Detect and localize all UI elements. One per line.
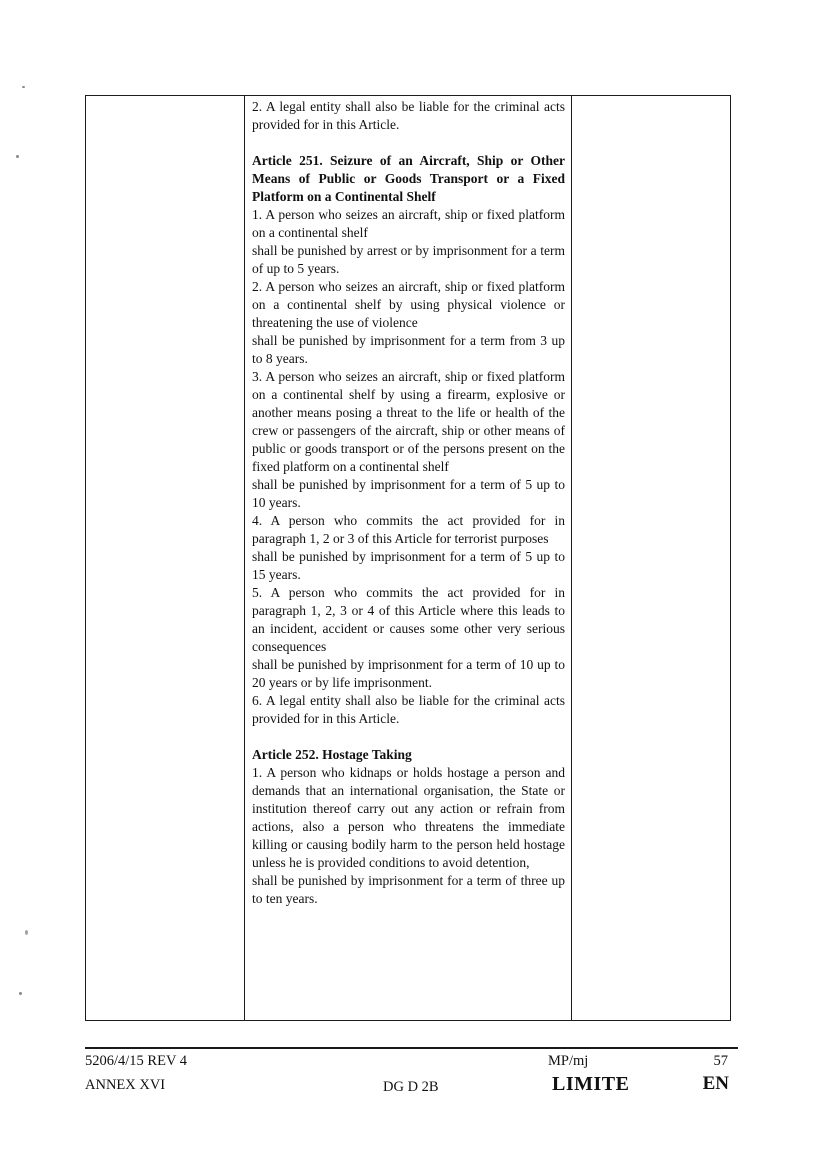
paragraph: 6. A legal entity shall also be liable for the criminal acts provided for in this Article. [252,693,565,726]
footer-divider [85,1047,738,1049]
paragraph: 1. A person who seizes an aircraft, ship or fixed platform on a continental shelf [252,207,565,240]
table-left-column-empty [86,96,245,1020]
paragraph: shall be punished by imprisonment for a term of 5 up to 10 years. [252,477,565,510]
paragraph: shall be punished by imprisonment for a term of 5 up to 15 years. [252,549,565,582]
article-heading: Article 252. Hostage Taking [252,747,412,762]
paragraph: 2. A legal entity shall also be liable for the criminal acts provided for in this Article. [252,99,565,132]
paragraph: 2. A person who seizes an aircraft, ship or fixed platform on a continental shelf by using physical violence or threatening the use of violence [252,279,565,330]
paragraph: 5. A person who commits the act provided for in paragraph 1, 2, 3 or 4 of this Article where this leads to an incident, accident or causes some other very serious consequences [252,585,565,654]
annex-label: ANNEX XVI [85,1077,166,1093]
paragraph: 3. A person who seizes an aircraft, ship or fixed platform on a continental shelf by using a firearm, explosive or another means posing a threat to the life or health of the crew or passengers of the aircraft, ship or other means of public or goods transport or of the persons present on the fixed platform on a continental shelf [252,369,565,474]
table-right-column-empty [571,96,730,1020]
directorate-label: DG D 2B [383,1079,439,1095]
paragraph: 1. A person who kidnaps or holds hostage a person and demands that an international organisation, the State or institution thereof carry out any action or refrain from actions, also a person who threatens the immediate killing or causing bodily harm to the person held hostage unless he is provided conditions to avoid detention, [252,765,565,870]
scan-artifact [16,155,19,158]
blank-line [252,728,565,746]
paragraph: shall be punished by imprisonment for a term of 10 up to 20 years or by life imprisonment. [252,657,565,690]
language-code: EN [702,1073,729,1094]
classification-marking: LIMITE [552,1073,630,1095]
blank-line [252,134,565,152]
paragraph: 4. A person who commits the act provided for in paragraph 1, 2 or 3 of this Article for terrorist purposes [252,513,565,546]
paragraph: shall be punished by imprisonment for a term from 3 up to 8 years. [252,333,565,366]
scan-artifact [22,86,25,88]
document-reference: 5206/4/15 REV 4 [85,1053,188,1069]
article-heading: Article 251. Seizure of an Aircraft, Ship or Other Means of Public or Goods Transport or a Fixed Platform on a Continental Shelf [252,153,565,204]
scan-artifact [19,992,22,995]
paragraph: shall be punished by arrest or by imprisonment for a term of up to 5 years. [252,243,565,276]
page-number: 57 [713,1053,728,1069]
scan-artifact [25,930,28,935]
drafter-initials: MP/mj [548,1053,589,1069]
paragraph: shall be punished by imprisonment for a term of three up to ten years. [252,873,565,906]
document-table [85,95,731,1021]
table-text-column [245,96,571,1020]
